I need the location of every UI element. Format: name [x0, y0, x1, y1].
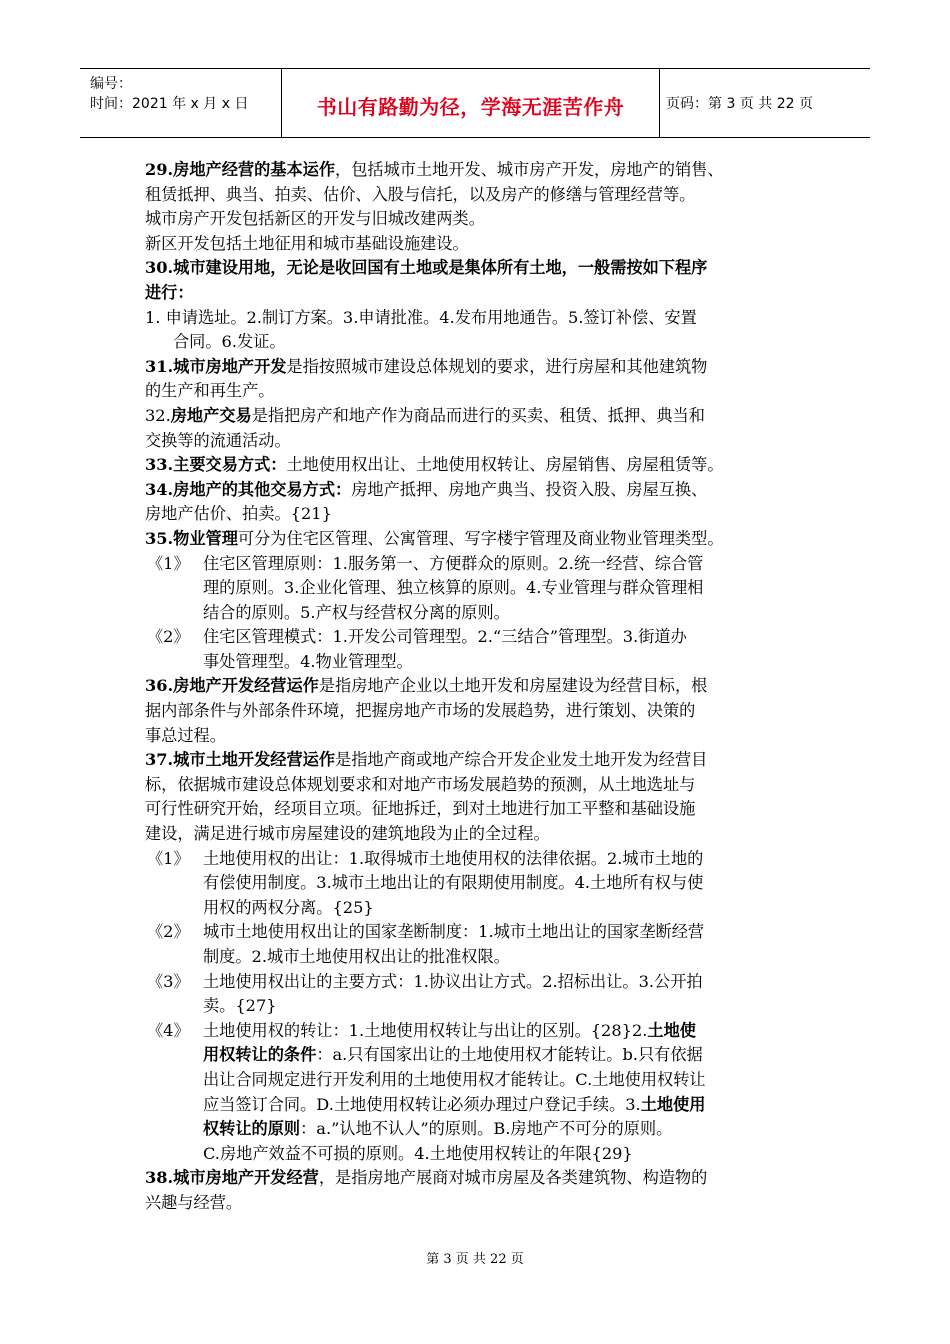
text-line: 制度。2.城市土地使用权出让的批准权限。 [203, 947, 510, 966]
text-line: 房地产估价、拍卖。{21} [145, 504, 332, 524]
header-motto-cell [282, 69, 660, 137]
paragraph-33: 33.主要交易方式：土地使用权出让、土地使用权转让、房屋销售、房屋租赁等。 [145, 455, 724, 475]
list-marker: 《2》 [147, 627, 190, 647]
term-29: 房地产经营的基本运作 [173, 160, 336, 179]
list-marker: 《1》 [147, 848, 190, 868]
list-marker: 《2》 [147, 922, 190, 942]
text-line: 进行： [145, 282, 194, 302]
text-line: 有偿使用制度。3.城市土地出让的有限期使用制度。4.土地所有权与使 [203, 873, 704, 893]
term-31: 城市房地产开发 [173, 356, 287, 376]
term-35: 物业管理 [173, 528, 238, 548]
list-item: 《3》 土地使用权出让的主要方式：1.协议出让方式。2.招标出让。3.公开拍 [145, 970, 815, 995]
text-line: 出让合同规定进行开发利用的土地使用权才能转让。C.土地使用权转让 [203, 1069, 706, 1089]
text-line: 应当签订合同。D.土地使用权转让必须办理过户登记手续。3.土地使用 [203, 1094, 706, 1114]
document-number-label: 编号： [90, 76, 132, 92]
text-line: 权转让的原则：a.”认地不认人”的原则。B.房地产不可分的原则。 [203, 1119, 673, 1139]
page-header [80, 68, 870, 138]
list-item: 《4》 土地使用权的转让：1.土地使用权转让与出让的区别。{28}2.土地使 [145, 1019, 815, 1044]
paragraph-34: 34.房地产的其他交易方式：房地产抵押、房地产典当、投资入股、房屋互换、 [145, 479, 708, 499]
paragraph-31: 31.城市房地产开发是指按照城市建设总体规划的要求，进行房屋和其他建筑物 [145, 356, 708, 376]
text-line: 可行性研究开始，经项目立项。征地拆迁，到对土地进行加工平整和基础设施 [145, 799, 696, 819]
text-line: 交换等的流通活动。 [145, 430, 291, 450]
term-37: 城市土地开发经营运作 [173, 750, 336, 770]
list-item: 《1》 住宅区管理原则：1.服务第一、方便群众的原则。2.统一经营、综合管 [145, 552, 815, 577]
term-38: 城市房地产开发经营 [173, 1168, 319, 1188]
term-36: 房地产开发经营运作 [173, 676, 319, 696]
paragraph-29: 29.房地产经营的基本运作，包括城市土地开发、城市房产开发，房地产的销售、 [145, 160, 724, 179]
term-32: 房地产交易 [170, 405, 252, 425]
list-item: 《2》 城市土地使用权出让的国家垄断制度：1.城市土地出让的国家垄断经营 [145, 920, 815, 945]
text-line: 建设，满足进行城市房屋建设的建筑地段为止的全过程。 [145, 824, 550, 844]
paragraph-37: 37.城市土地开发经营运作是指地产商或地产综合开发企业发土地开发为经营目 [145, 750, 708, 770]
text-line: 1. 申请选址。2.制订方案。3.申请批准。4.发布用地通告。5.签订补偿、安置 [145, 307, 697, 327]
paragraph-32: 32.房地产交易是指把房产和地产作为商品而进行的买卖、租赁、抵押、典当和 [145, 405, 705, 425]
text-line: 用权转让的条件：a.只有国家出让的土地使用权才能转让。b.只有依据 [203, 1045, 703, 1065]
paragraph-30: 30.城市建设用地，无论是收回国有土地或是集体所有土地，一般需按如下程序 [145, 258, 708, 278]
text-line: 事处管理型。4.物业管理型。 [203, 651, 413, 671]
list-item: 《2》 住宅区管理模式：1.开发公司管理型。2.“三结合”管理型。3.街道办 [145, 625, 815, 650]
paragraph-36: 36.房地产开发经营运作是指房地产企业以土地开发和房屋建设为经营目标，根 [145, 676, 708, 696]
text-line: 兴趣与经营。 [145, 1192, 243, 1212]
text-line: 合同。6.发证。 [173, 332, 286, 352]
list-marker: 《3》 [147, 971, 190, 991]
header-page-cell [660, 69, 870, 137]
page-footer: 第 3 页 共 22 页 [426, 1252, 524, 1267]
text-line: 理的原则。3.企业化管理、独立核算的原则。4.专业管理与群众管理相 [203, 578, 704, 598]
paragraph-35: 35.物业管理可分为住宅区管理、公寓管理、写字楼宇管理及商业物业管理类型。 [145, 528, 724, 548]
header-motto: 书山有路勤为径，学海无涯苦作舟 [316, 95, 625, 119]
list-marker: 《1》 [147, 553, 190, 573]
text-line: 结合的原则。5.产权与经营权分离的原则。 [203, 602, 510, 622]
text-line: 城市房产开发包括新区的开发与旧城改建两类。 [145, 209, 485, 229]
text-line: 用权的两权分离。{25} [203, 897, 374, 917]
text-line: 租赁抵押、典当、拍卖、估价、入股与信托，以及房产的修缮与管理经营等。 [145, 184, 696, 204]
list-marker: 《4》 [147, 1020, 190, 1040]
text-line: 的生产和再生产。 [145, 381, 275, 401]
text-line: 新区开发包括土地征用和城市基础设施建设。 [145, 233, 469, 253]
text-line: 据内部条件与外部条件环境，把握房地产市场的发展趋势，进行策划、决策的 [145, 701, 696, 721]
list-item: 《1》 土地使用权的出让：1.取得城市土地使用权的法律依据。2.城市土地的 [145, 847, 815, 872]
text-line: C.房地产效益不可损的原则。4.土地使用权转让的年限{29} [203, 1143, 633, 1163]
document-body [145, 158, 815, 1216]
header-meta-cell [80, 69, 282, 137]
text-line: 卖。{27} [203, 996, 277, 1016]
header-page-info: 页码：第 3 页 共 22 页 [666, 96, 813, 112]
text-line: 事总过程。 [145, 725, 226, 745]
document-date-label: 时间：2021 年 x 月 x 日 [90, 96, 249, 112]
paragraph-38: 38.城市房地产开发经营，是指房地产展商对城市房屋及各类建筑物、构造物的 [145, 1168, 708, 1188]
text-line: 标，依据城市建设总体规划要求和对地产市场发展趋势的预测，从土地选址与 [145, 774, 696, 794]
